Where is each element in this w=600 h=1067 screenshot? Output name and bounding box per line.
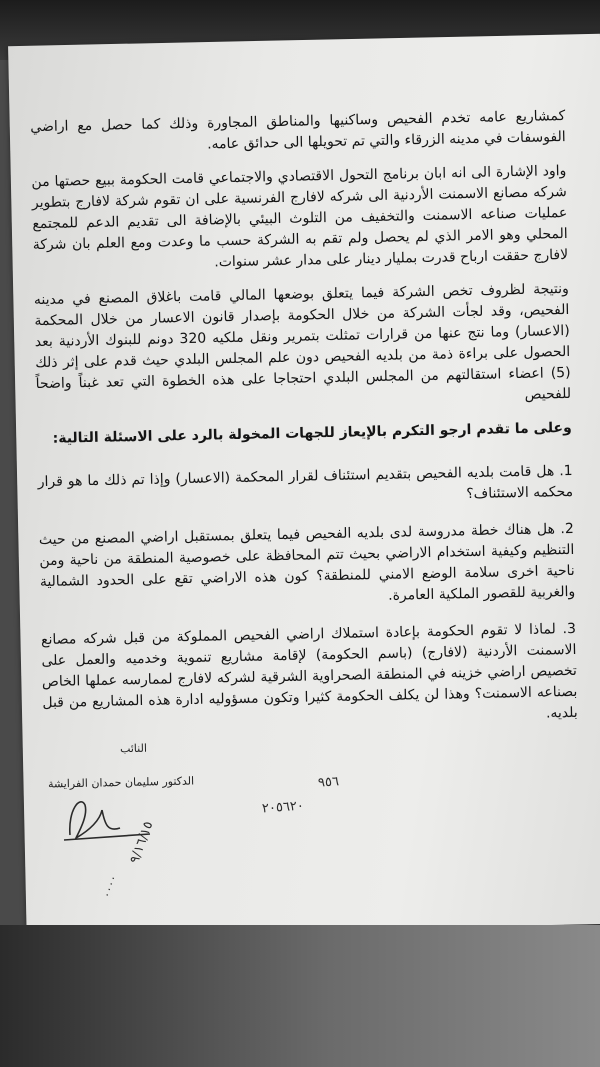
handwritten-number-b: ٢٠٥٦٢٠ — [261, 798, 305, 817]
question-3: 3. لماذا لا تقوم الحكومة بإعادة استملاك اراضي الفحيص المملوكة من قبل شركه مصانع الاسمنت الأردنية (لافارج) (باسم الحكومة) لإقامة مشاريع تنموية وخدميه والعمل على تخصيص اراضي خزينه في المنطقة الصحراوية الشرقية لشركه لافارج لممارسه عملها الخاص بصناعه الاسمنت؟ وهذا لن يكلف الحكومة كثيرا وتكون مسؤوليه ادارة هذه المشاريع من قبل بلديه. — [40, 620, 578, 722]
paragraph-1: كمشاريع عامه تخدم الفحيص وساكنيها والمناطق المجاورة وذلك كما حصل مع اراضي الفوسفات في مدينه الزرقاء والتي تم تحويلها الى حدائق عامه. — [30, 107, 566, 153]
signature-title: النائب — [119, 741, 148, 756]
paragraph-2: واود الإشارة الى انه ابان برنامج التحول الاقتصادي والاجتماعي قامت الحكومة ببيع حصتها من شركه مصانع الاسمنت الأردنية الى شركه لافارج الفرنسية على ان تقوم شركة لافارج بتطوير عمليات صناعه الاسمنت والتخفيف من التلوث البيئي بالإضافة الى تقديم الدعم للمجتمع المحلي وهو الامر الذي لم يحصل ولم تقم به الشركة حسب ما وعدت ومع العلم بان شركة لافارج حققت ارباح قدرت بمليار دينار على مدار عشر سنوات. — [31, 162, 569, 271]
handwritten-number-a: ٩٥٦ — [317, 774, 340, 791]
question-1: 1. هل قامت بلديه الفحيص بتقديم استئناف لقرار المحكمة (الاعسار) وإذا تم ذلك ما هو قرار محكمه الاستئناف؟ — [37, 462, 574, 503]
paragraph-3: ونتيجة لظروف تخص الشركة فيما يتعلق بوضعها المالي قامت باغلاق المصنع في مدينه الفحيص، وقد لجأت الشركة من خلال الحكومة بإصدار قانون الاعسار من خلال المحكمة (الاعسار) وما نتج عنها من قرارات تمثلت بتمرير ونقل ملكيه 320 دونم للبنوك الأردنية بعد الحصول على براءة ذمة من بلديه الفحيص دون علم المجلس البلدي حيث قدم على إثر ذلك (5) اعضاء استقالتهم من المجلس البلدي احتجاجا على هذه الخطوة التي تعد غبناً واضحاً للفحيص — [33, 280, 572, 403]
letter-body — [30, 106, 578, 751]
signature-name: الدكتور سليمان حمدان الفرايشة — [47, 774, 195, 791]
question-2: 2. هل هناك خطة مدروسة لدى بلديه الفحيص فيما يتعلق بمستقبل اراضي المصنع من حيث التنظيم وكيفية استخدام الاراضي بحيث تتم المحافظة على خصوصية المنطقة من ناحية ومن ناحية اخرى سلامة الوضع الامني للمنطقة؟ كون هذه الاراضي تقع على الحدود الشمالية والغربية للقصور الملكية العامرة. — [38, 520, 576, 604]
questions-lead-in: وعلى ما تقدم ارجو التكرم بالإيعاز للجهات المخولة بالرد على الاسئلة التالية: — [52, 419, 572, 447]
handwritten-sequence: ٠٠٠٠ — [99, 873, 120, 900]
background-bottom — [0, 925, 600, 1067]
handwritten-signature — [50, 790, 170, 850]
handwritten-date: ٩/١٦/١٥ — [127, 819, 157, 866]
